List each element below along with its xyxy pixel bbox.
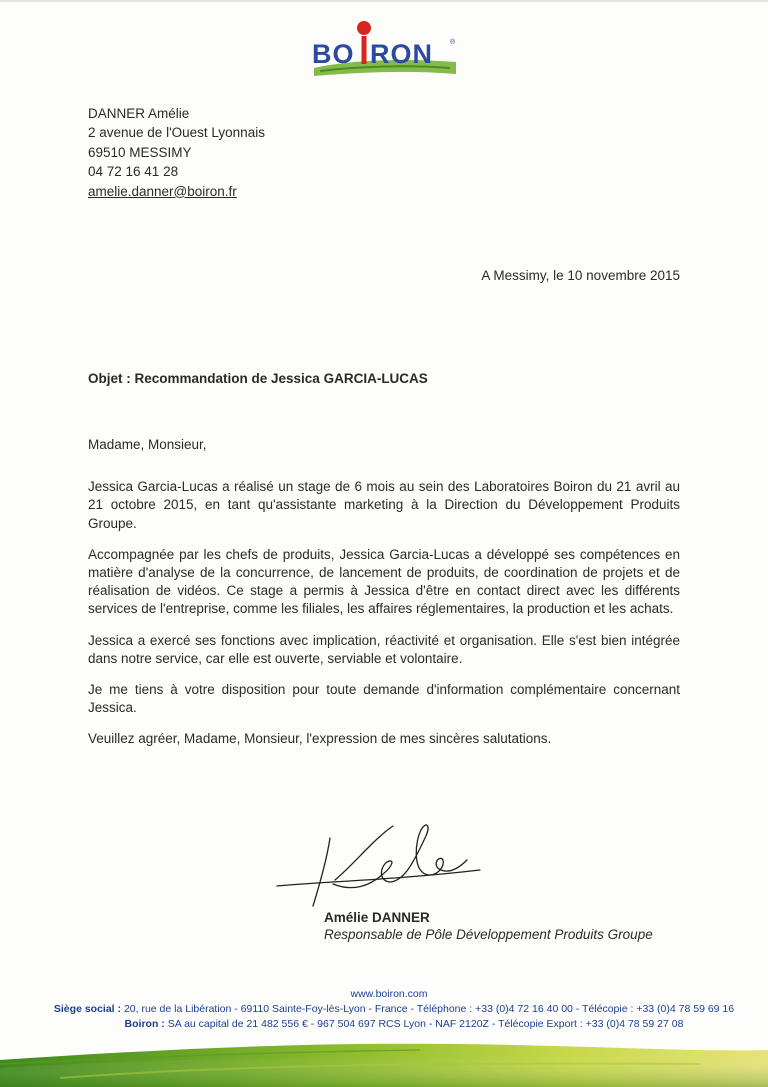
- body-paragraph-4: Je me tiens à votre disposition pour toute demande d'information complémentaire concernant Jessica.: [88, 682, 680, 716]
- footer-siege-label: Siège social :: [53, 1003, 122, 1015]
- signer-title: Responsable de Pôle Développement Produits Groupe: [324, 927, 653, 942]
- top-divider: [0, 0, 768, 2]
- greeting: Madame, Monsieur,: [88, 437, 207, 452]
- body-paragraph-1: Jessica Garcia-Lucas a réalisé un stage de 6 mois au sein des Laboratoires Boiron du 21 avril au 21 octobre 2015, en tant qu'assistante marketing à la Direction du Développement Produits Groupe.: [88, 479, 680, 531]
- body-paragraph-5: Veuillez agréer, Madame, Monsieur, l'expression de mes sincères salutations.: [88, 731, 552, 747]
- body-paragraph-3: Jessica a exercé ses fonctions avec implication, réactivité et organisation. Elle s'est bien intégrée dans notre service, car elle est ouverte, serviable et volontaire.: [88, 632, 680, 666]
- sender-email-link[interactable]: amelie.danner@boiron.fr: [88, 183, 237, 199]
- grass-banner: [0, 1020, 768, 1087]
- sender-phone: 04 72 16 41 28: [88, 164, 179, 180]
- handwritten-signature: [275, 808, 485, 913]
- svg-text:®: ®: [450, 39, 456, 46]
- footer-company-text: SA au capital de 21 482 556 € - 967 504 697 RCS Lyon - NAF 2120Z - Télécopie Export : +33 (0)4 78 59 27 08: [167, 1018, 684, 1030]
- sender-name: DANNER Amélie: [88, 106, 190, 121]
- footer-siege-line: [20, 1002, 768, 1017]
- svg-text:BO: BO: [312, 39, 355, 69]
- footer-siege-text: 20, rue de la Libération - 69110 Sainte-Foy-lès-Lyon - France - Téléphone : +33 (0)4 72 16 40 00 - Télécopie : +33 (0)4 78 59 69 16: [123, 1003, 735, 1015]
- sender-address-line1: 2 avenue de l'Ouest Lyonnais: [88, 125, 265, 141]
- body-paragraph-2: Accompagnée par les chefs de produits, Jessica Garcia-Lucas a développé ses compétences en matière d'analyse de la concurrence, de lancement de produits, de coordination de projets et de réalisation de vidéos. Ce stage a permis à Jessica d'être en contact direct avec les différents services de l'entreprise, comme les filiales, les affaires réglementaires, la production et les achats.: [88, 546, 680, 617]
- boiron-logo: [310, 16, 460, 78]
- svg-text:RON: RON: [370, 39, 433, 69]
- sender-block: [88, 104, 265, 201]
- signer-name: Amélie DANNER: [324, 910, 430, 925]
- footer-website-link[interactable]: www.boiron.com: [350, 988, 428, 1000]
- letter-body: [88, 436, 680, 762]
- letter-subject: Objet : Recommandation de Jessica GARCIA-LUCAS: [88, 371, 428, 386]
- footer-company-label: Boiron :: [124, 1018, 165, 1030]
- sender-address-line2: 69510 MESSIMY: [88, 144, 192, 160]
- date-line: A Messimy, le 10 novembre 2015: [481, 268, 680, 283]
